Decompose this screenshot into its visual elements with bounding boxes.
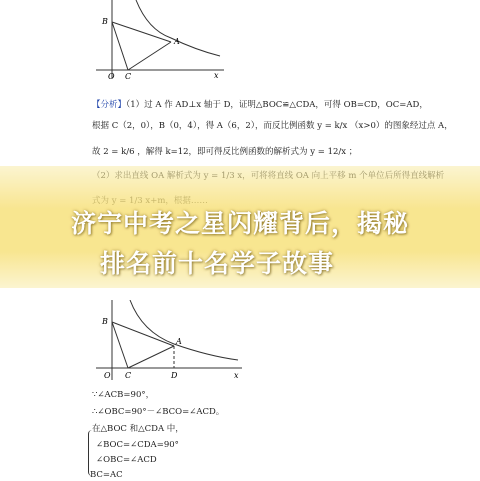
fig1-label-o: O	[108, 72, 115, 81]
headline-line-2: 排名前十名学子故事	[100, 249, 335, 278]
fig2-label-b: B	[102, 317, 108, 326]
fig2-label-x: x	[234, 371, 239, 380]
fig2-label-c: C	[125, 371, 132, 380]
proof-case-1: ∠BOC=∠CDA=90°	[96, 440, 179, 450]
analysis-line-1: 【分析】（1）过 A 作 AD⊥x 轴于 D，证明△BOC≌△CDA，可得 OB=CD，OC=AD，	[92, 100, 428, 110]
fig1-label-a: A	[174, 37, 180, 46]
analysis-line-3: 故 2 = k/6 ，解得 k=12，即可得反比例函数的解析式为 y = 12/x ；	[92, 147, 358, 157]
figure-2	[96, 300, 246, 384]
analysis-tag: 【分析】	[92, 100, 127, 110]
fig2-label-o: O	[104, 371, 111, 380]
fig2-label-a: A	[176, 337, 182, 346]
proof-case-2: ∠OBC=∠ACD	[96, 455, 157, 465]
proof-case-3: BC=AC	[90, 470, 123, 480]
fig1-label-c: C	[125, 72, 132, 81]
proof-line-1: ∵∠ACB=90°，	[92, 390, 155, 400]
proof-line-3: 在△BOC 和△CDA 中，	[92, 424, 184, 434]
analysis-line-2: 根据 C（2，0），B（0，4），得 A（6，2），而反比例函数 y = k/x （x>0）的图象经过点 A，	[92, 121, 453, 131]
fig1-label-b: B	[102, 17, 108, 26]
proof-line-2: ∴∠OBC=90°－∠BCO=∠ACD。	[92, 407, 225, 417]
fig1-label-x: x	[214, 71, 219, 80]
figure-1	[96, 0, 226, 82]
fig2-label-d: D	[171, 371, 178, 380]
headline-line-1: 济宁中考之星闪耀背后，揭秘	[70, 209, 409, 238]
